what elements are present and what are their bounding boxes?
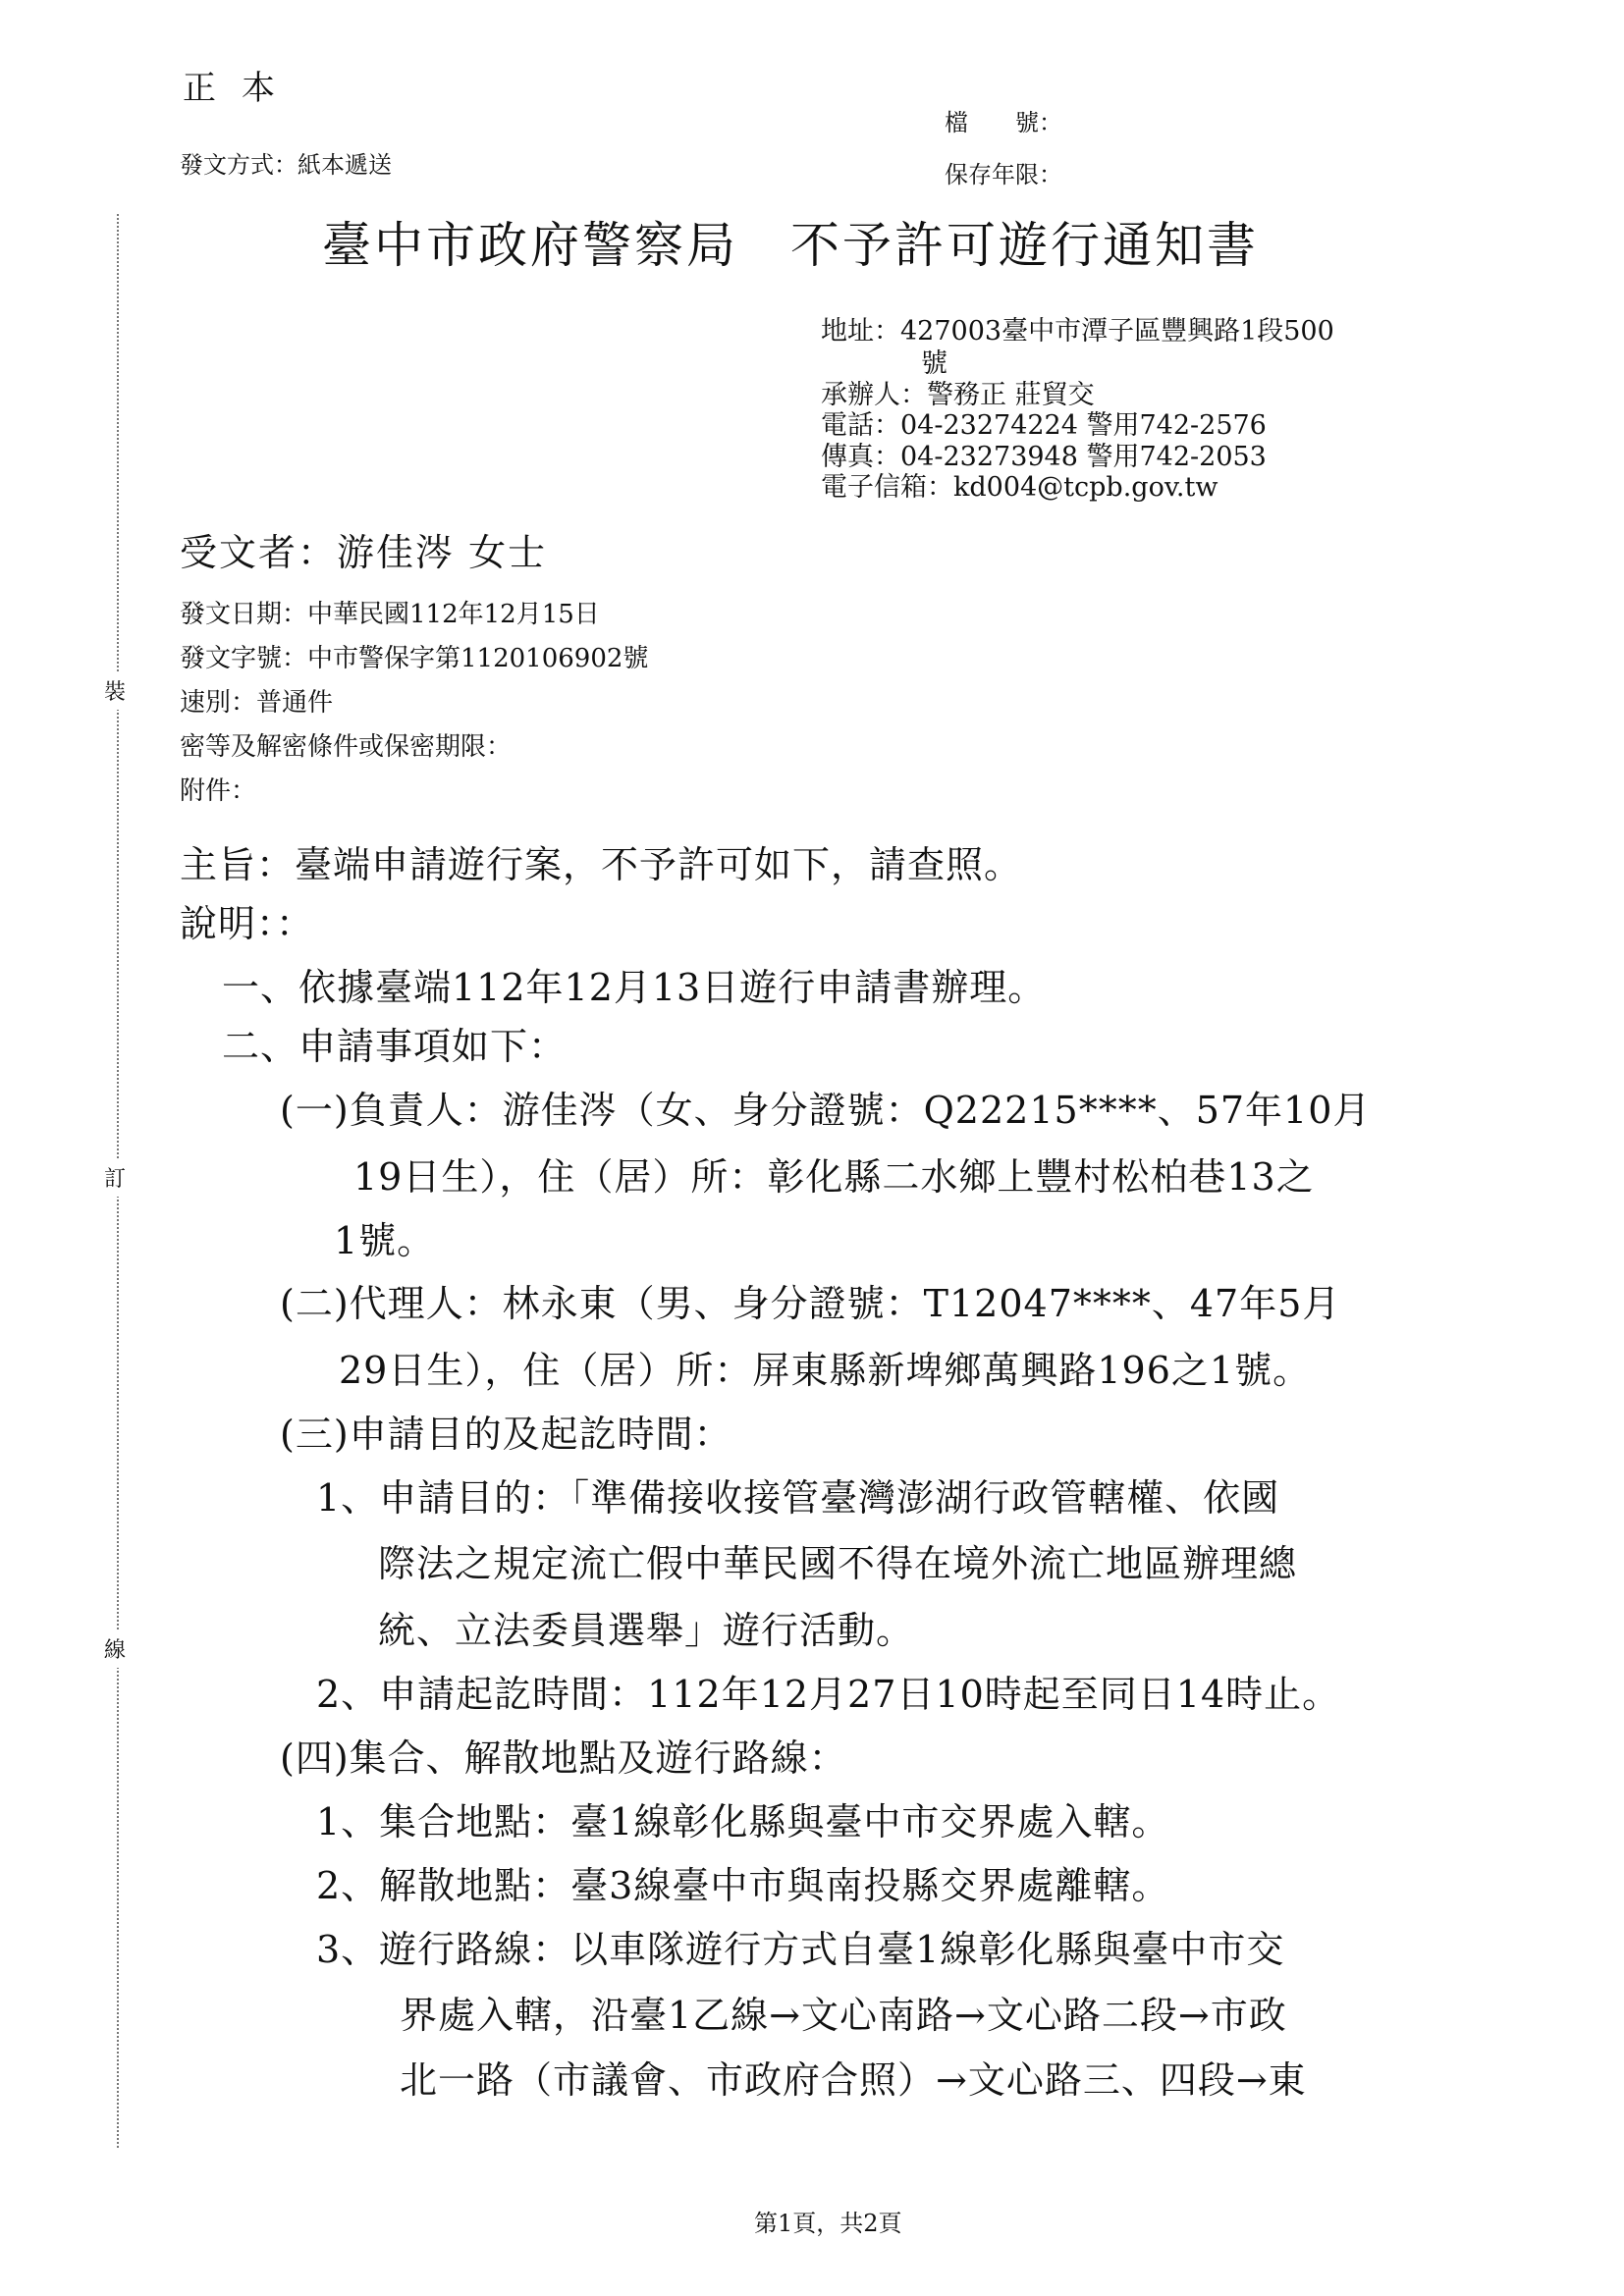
parade-route-cont: 界處入轄，沿臺1乙線→文心南路→文心路二段→市政 [400,1994,1287,2037]
binding-mark-staple: 訂 [104,1158,126,1197]
recipient: 受文者：游佳涔 女士 [180,531,548,574]
purpose-heading: (三)申請目的及起訖時間： [280,1413,732,1456]
time-period: 2、申請起訖時間：112年12月27日10時起至同日14時止。 [316,1673,1341,1716]
agent: (二)代理人：林永東（男、身分證號：T12047****、47年5月 [280,1282,1341,1325]
explanation-item-1: 一、依據臺端112年12月13日遊行申請書辦理。 [222,966,1047,1009]
binding-mark-line: 線 [104,1629,126,1668]
dispersal-point: 2、解散地點：臺3線臺中市與南投縣交界處離轄。 [316,1864,1170,1907]
assembly-point: 1、集合地點：臺1線彰化縣與臺中市交界處入轄。 [316,1800,1170,1843]
secrecy-level: 密等及解密條件或保密期限： [180,732,513,762]
document-number: 發文字號：中市警保字第1120106902號 [180,644,649,673]
parade-route: 3、遊行路線：以車隊遊行方式自臺1線彰化縣與臺中市交 [316,1928,1285,1971]
subject: 主旨：臺端申請遊行案，不予許可如下，請查照。 [180,843,1023,886]
parade-route-cont: 北一路（市議會、市政府合照）→文心路三、四段→東 [400,2058,1307,2102]
explanation-item-2: 二、申請事項如下： [222,1025,568,1068]
responsible-person: (一)負責人：游佳涔（女、身分證號：Q22215****、57年10月 [280,1089,1372,1132]
contact-address-cont: 號 [921,348,947,379]
send-method: 發文方式：紙本遞送 [180,151,392,179]
contact-address: 地址：427003臺中市潭子區豐興路1段500 [821,316,1334,347]
delivery-speed: 速別：普通件 [180,688,334,718]
contact-handler: 承辦人：警務正 莊貿交 [821,380,1095,410]
purpose-cont: 際法之規定流亡假中華民國不得在境外流亡地區辦理總 [378,1542,1298,1585]
explanation-heading: 說明：： [180,902,315,945]
contact-fax: 傳真：04-23273948 警用742-2053 [821,442,1267,472]
purpose-cont: 統、立法委員選舉」遊行活動。 [378,1609,915,1652]
document-title: 臺中市政府警察局 不予許可遊行通知書 [322,217,1259,274]
original-copy-stamp: 正本 [183,69,300,108]
purpose: 1、申請目的：「準備接收接管臺灣澎湖行政管轄權、依國 [316,1476,1280,1520]
page-number: 第1頁，共2頁 [754,2210,902,2237]
responsible-person-cont: 19日生），住（居）所：彰化縣二水鄉上豐村松柏巷13之 [353,1155,1315,1199]
responsible-person-cont: 1號。 [334,1219,436,1262]
archive-number: 檔 號： [945,109,1062,136]
binding-mark-bind: 裝 [104,671,126,710]
agent-cont: 29日生），住（居）所：屏東縣新埤鄉萬興路196之1號。 [339,1349,1312,1392]
contact-phone: 電話：04-23274224 警用742-2576 [821,410,1267,441]
contact-email: 電子信箱：kd004@tcpb.gov.tw [821,472,1218,503]
attachment: 附件： [180,776,257,806]
issue-date: 發文日期：中華民國112年12月15日 [180,600,600,629]
retention-period: 保存年限： [945,161,1062,188]
route-heading: (四)集合、解散地點及遊行路線： [280,1736,847,1780]
